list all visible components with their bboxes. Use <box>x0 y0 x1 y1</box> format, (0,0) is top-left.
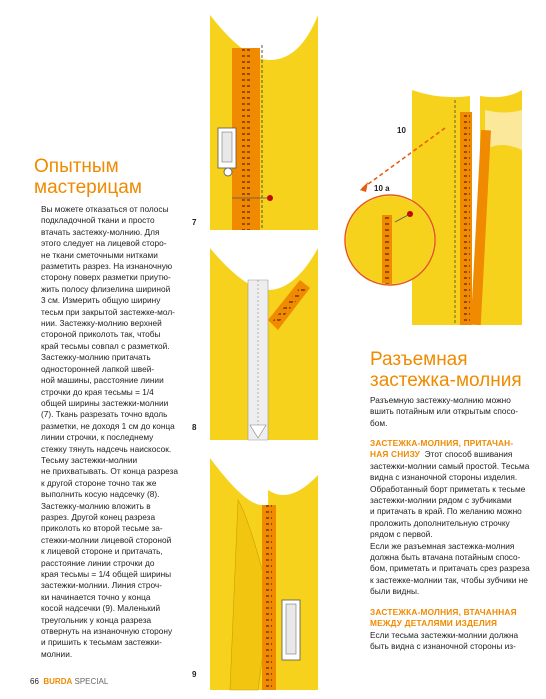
left-line: Вы можете отказаться от полосы <box>41 204 169 214</box>
left-line: Застежку-молнию вложить в <box>41 500 151 511</box>
section1-line: застежки-молнии самый простой. Тесьма <box>370 460 530 471</box>
left-line: 3 см. Измерить общую ширину <box>41 295 161 306</box>
left-line: общей ширины застежки-молнии <box>41 397 169 408</box>
left-line: сторону поверх разметки приутю- <box>41 272 171 283</box>
figure-10-illustration <box>412 90 522 325</box>
left-line: втачать застежку-молнию. Для <box>41 226 160 237</box>
section1-line: должна быть втачана потайным спосо- <box>370 552 521 563</box>
left-line: разметки, не доходя 1 см до конца <box>41 420 175 431</box>
left-line: стежки-молнии лицевой стороной <box>41 534 172 545</box>
left-heading-line2: мастерицам <box>34 177 142 198</box>
left-line: расстояние линии строчки до <box>41 557 155 568</box>
section1-line: рядом с первой. <box>370 529 433 540</box>
section1-line: видна с изнаночной стороны изделия. <box>370 472 518 483</box>
right-heading-line1: Разъемная <box>370 349 468 370</box>
intro-line: вшить потайным или открытым спосо- <box>370 406 519 417</box>
section2-line: быть видна с изнаночной стороны из- <box>370 641 516 652</box>
left-line: стороной приколоть так, чтобы <box>41 329 161 340</box>
zipper-teeth <box>242 48 250 230</box>
figure-10-label: 10 <box>397 126 406 135</box>
left-line: ки начинается точно у конца <box>41 591 151 602</box>
left-heading <box>34 156 142 198</box>
left-line: и пришить к тесьмам застежки- <box>41 637 162 648</box>
figure-9-label: 9 <box>192 670 197 679</box>
section1-line: были видны. <box>370 586 420 597</box>
left-line: край тесьмы совпал с разметкой. <box>41 340 170 351</box>
left-line: (7). Ткань разрезать точно вдоль <box>41 409 168 420</box>
intro-line: бом. <box>370 417 388 428</box>
section1 <box>370 438 540 598</box>
section1-line: бом, приметать и притачать срез разреза <box>370 563 530 574</box>
left-line: жить полосу флизелина шириной <box>41 283 171 294</box>
left-line: к лицевой стороне и притачать, <box>41 546 163 557</box>
figure-7-label: 7 <box>192 218 197 227</box>
section1-line: застежки-молнии рядом с зубчиками <box>370 495 512 506</box>
edition-name: SPECIAL <box>74 677 109 686</box>
left-line: подкладочной ткани и просто <box>41 215 155 226</box>
brand-name: BURDA <box>43 677 73 686</box>
figure-8-label: 8 <box>192 423 197 432</box>
left-paragraph <box>41 204 191 660</box>
left-line: разметить разрез. На изнаночную <box>41 261 173 272</box>
figure-7-illustration <box>210 15 318 230</box>
left-line: не ткани сметочными нитками <box>41 249 158 260</box>
left-line: стежку тянуть надсечь наискосок. <box>41 443 172 454</box>
page-footer <box>30 677 108 686</box>
left-line: края тесьмы = 1/4 общей ширины <box>41 569 172 579</box>
figure-9-illustration <box>210 458 318 690</box>
left-line: тесьм при закрытой застежке-мол- <box>41 306 175 317</box>
right-intro <box>370 395 538 429</box>
section1-line: и притачать в край. По желанию можно <box>370 506 522 517</box>
left-line: Тесьму застежки-молнии <box>41 454 138 465</box>
left-line: приколоть ко второй тесьме за- <box>41 523 163 534</box>
intro-line: Разъемную застежку-молнию можно <box>370 395 511 405</box>
left-line: не прихватывать. От конца разреза <box>41 466 178 477</box>
left-line: молнии. <box>41 648 73 659</box>
left-line: линии строчки, к последнему <box>41 432 154 443</box>
left-line: этого следует на лицевой сторо- <box>41 238 167 249</box>
left-line: ной машины, расстояние линии <box>41 375 164 386</box>
page-number: 66 <box>30 677 39 686</box>
left-line: разрез. Другой конец разреза <box>41 511 156 522</box>
left-line: треугольник у конца разреза <box>41 614 152 625</box>
figure-8-illustration <box>210 248 318 440</box>
left-line: Застежку-молнию притачать <box>41 352 151 363</box>
left-line: застежки-молнии. Линия строч- <box>41 580 162 591</box>
section2-line: Если тесьма застежки-молнии должна <box>370 629 519 640</box>
figure-10a-label: 10 a <box>374 184 390 193</box>
section2-title-line1: ЗАСТЕЖКА-МОЛНИЯ, ВТАЧАННАЯ <box>370 607 517 617</box>
left-line: отвернуть на изнаночную сторону <box>41 626 173 637</box>
section1-title-line1: ЗАСТЕЖКА-МОЛНИЯ, ПРИТАЧАН- <box>370 438 514 448</box>
left-line: строчки до края тесьмы = 1/4 <box>41 386 154 397</box>
section1-line: Обработанный борт приметать к тесьме <box>370 483 526 494</box>
section1-line: к застежке-молнии так, чтобы зубчики не <box>370 574 528 585</box>
right-heading <box>370 349 522 391</box>
right-heading-line2: застежка-молния <box>370 370 522 391</box>
section1-title-line2: НАЯ СНИЗУ <box>370 449 421 460</box>
section2 <box>370 607 540 653</box>
left-line: односторонней лапкой швей- <box>41 363 155 374</box>
left-line: к другой стороне точно так же <box>41 477 157 488</box>
section1-line: проложить дополнительную строчку <box>370 517 510 528</box>
section1-line: Этот способ вшивания <box>424 449 513 460</box>
section1-line: Если же разъемная застежка-молния <box>370 540 515 551</box>
left-heading-line1: Опытным <box>34 156 119 177</box>
left-line: нии. Застежку-молнию верхней <box>41 318 162 329</box>
section2-title-line2: МЕЖДУ ДЕТАЛЯМИ ИЗДЕЛИЯ <box>370 618 498 629</box>
left-line: выполнить косую надсечку (8). <box>41 489 160 500</box>
left-line: косой надсечки (9). Маленький <box>41 603 161 614</box>
